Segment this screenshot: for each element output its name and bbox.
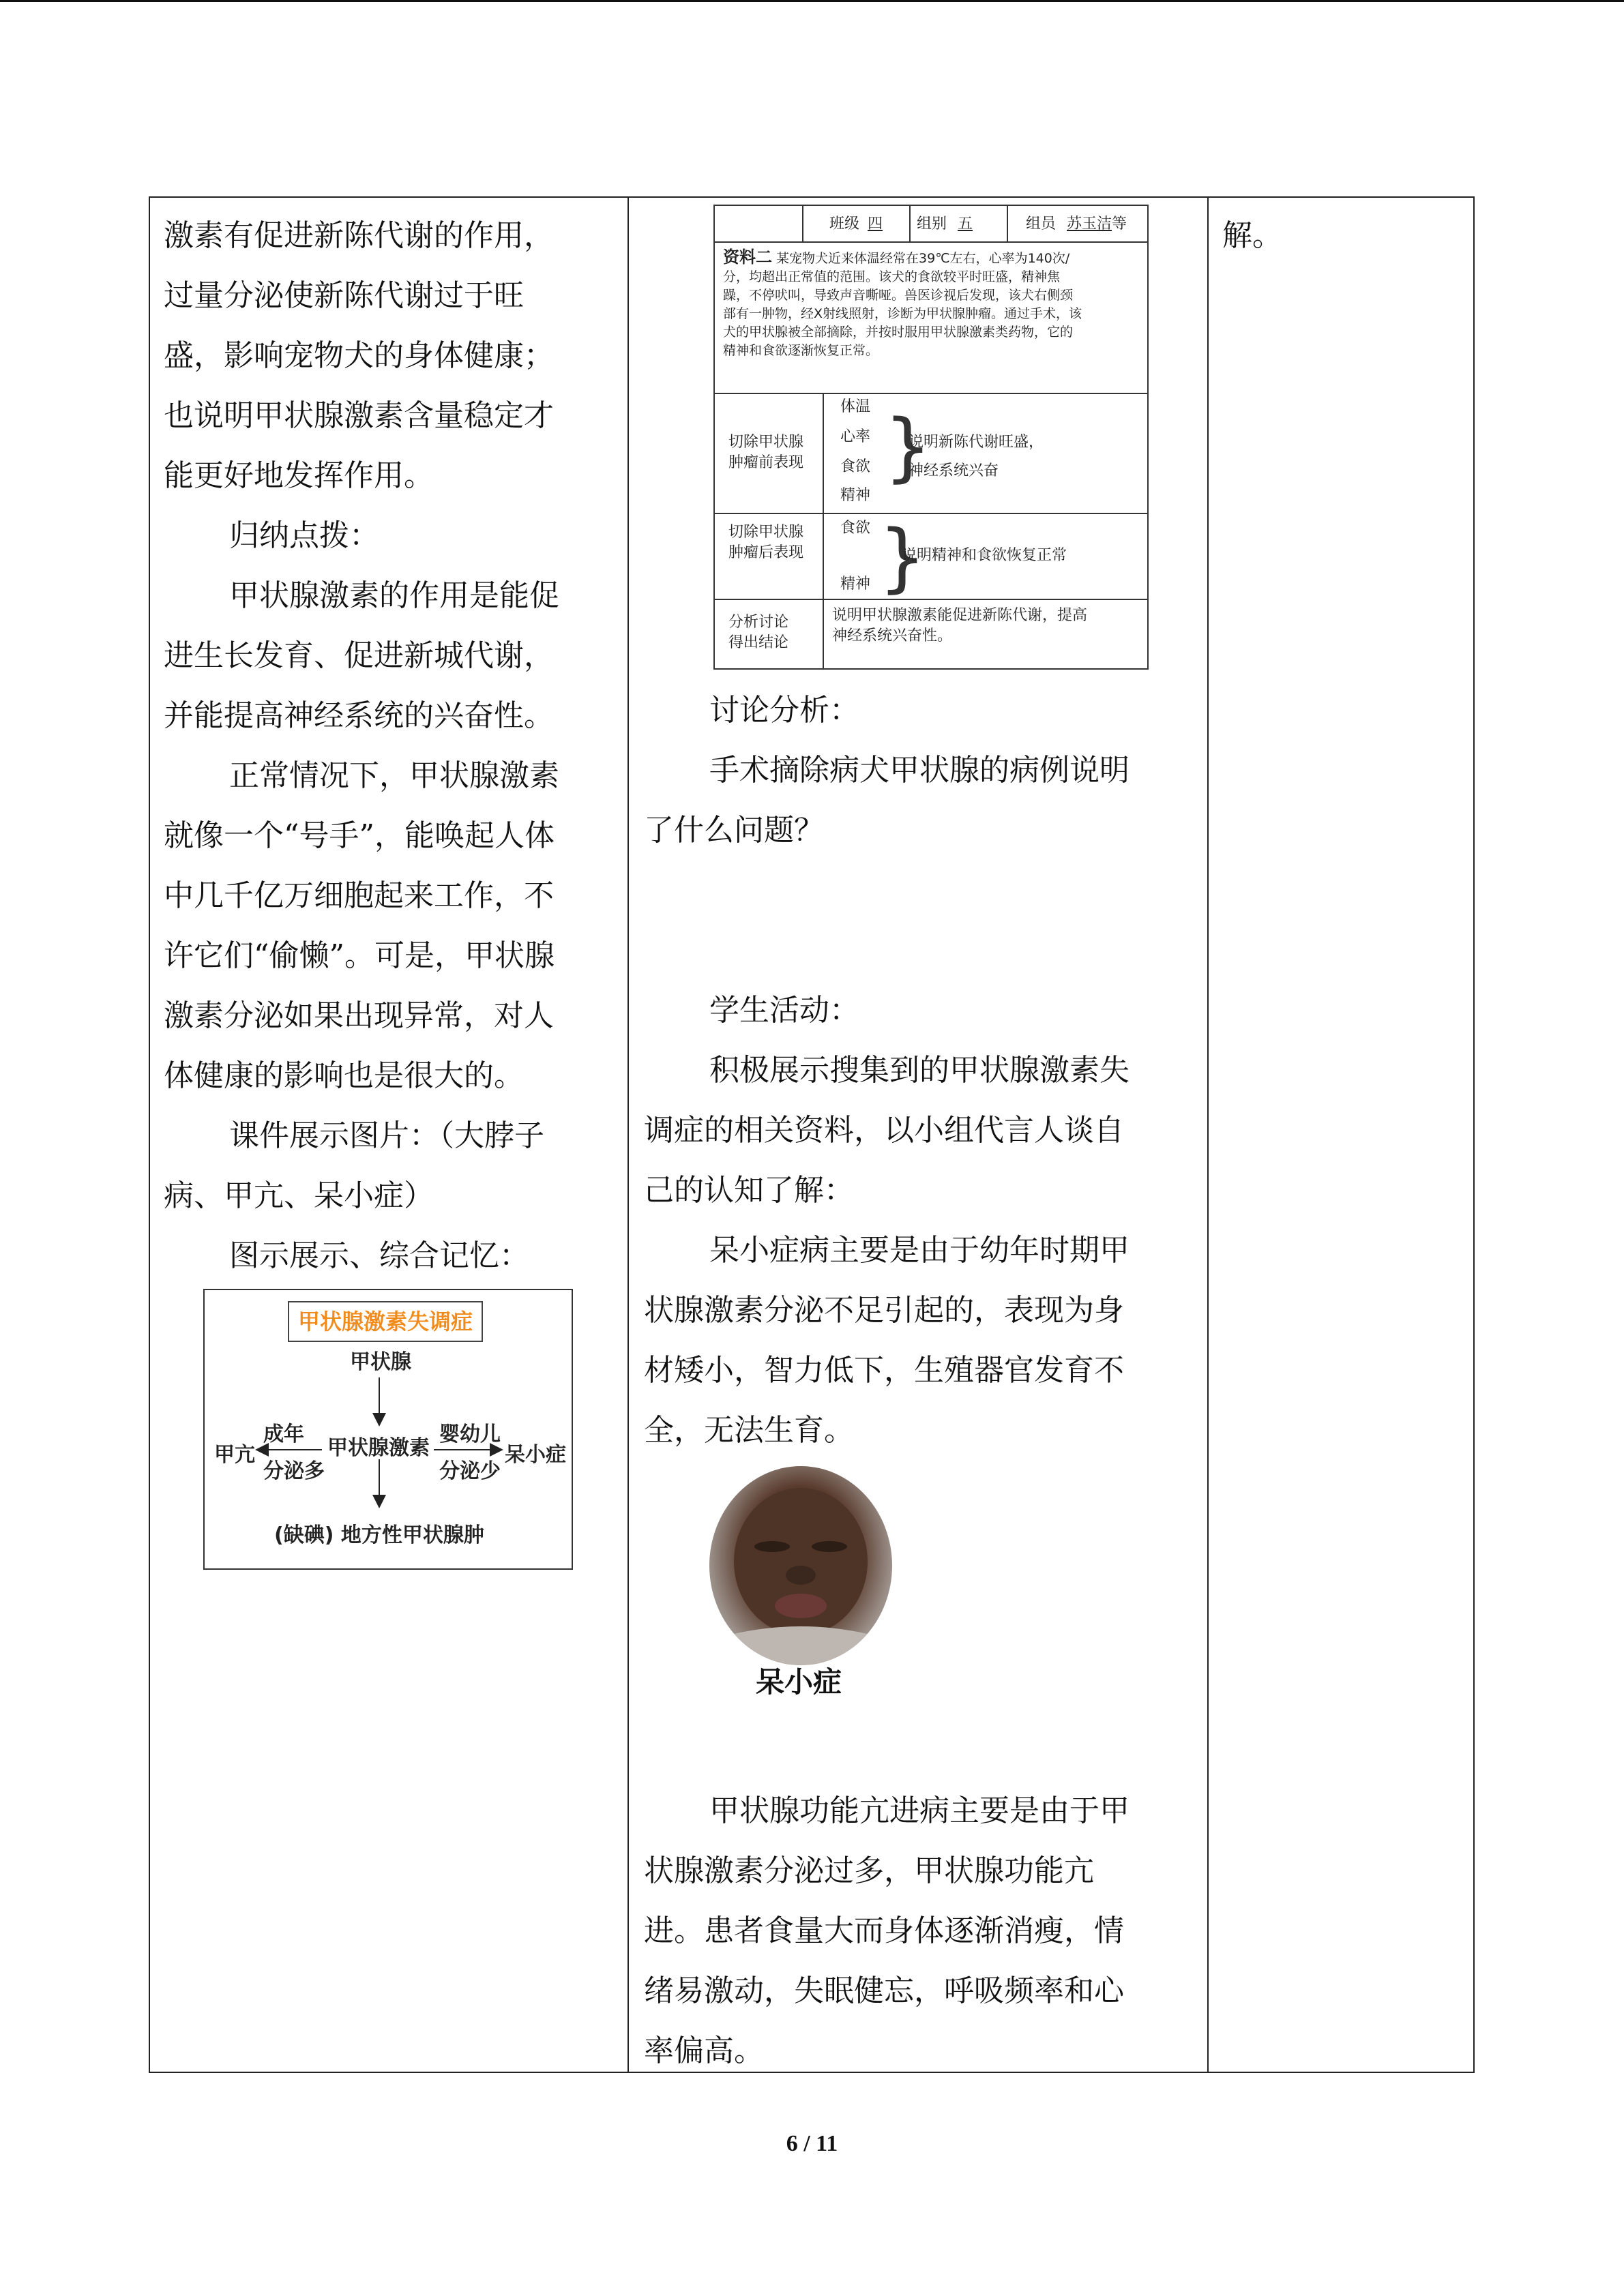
member-label: 组员 xyxy=(1026,215,1057,233)
paragraph-line: 体健康的影响也是很大的。 xyxy=(164,1058,524,1093)
row-before-label: 切除甲状腺 xyxy=(728,434,804,451)
row-conclusion-result: 说明甲状腺激素能促进新陈代谢，提高 xyxy=(832,607,1088,624)
material-title: 资料二 xyxy=(723,248,772,267)
paragraph-line: 呆小症病主要是由于幼年时期甲 xyxy=(709,1233,1130,1268)
class-label: 班级 xyxy=(829,215,860,233)
right-column xyxy=(1222,206,1468,266)
diagram-left-end: 甲亢 xyxy=(214,1443,255,1467)
material-text-line: 犬的甲状腺被全部摘除，并按时服用甲状腺激素类药物，它的 xyxy=(723,325,1074,340)
material-row-before xyxy=(715,394,1147,514)
diagram-center: 甲状腺激素 xyxy=(327,1436,430,1460)
page-number: 6 / 11 xyxy=(786,2131,838,2156)
cretinism-photo xyxy=(709,1466,892,1665)
paragraph-line: 状腺激素分泌过多，甲状腺功能亢 xyxy=(644,1853,1094,1888)
material-text-line: 精神和食欲逐渐恢复正常。 xyxy=(723,343,879,358)
material-text-line: 某宠物犬近来体温经常在39℃左右，心率为140次/ xyxy=(776,251,1070,266)
member-value: 苏玉洁 xyxy=(1067,215,1112,233)
row-after-result: 说明精神和食欲恢复正常 xyxy=(902,547,1067,564)
material-header-row xyxy=(715,206,1147,243)
material-two-table xyxy=(713,205,1149,670)
row-after-item: 精神 xyxy=(840,576,871,593)
paragraph-line: 中几千亿万细胞起来工作，不 xyxy=(164,878,554,913)
paragraph-line: 许它们“偷懒”。可是，甲状腺 xyxy=(164,938,555,973)
row-after-label: 切除甲状腺 xyxy=(728,524,804,541)
material-row-conclusion xyxy=(715,600,1147,668)
paragraph-line: 图示展示、综合记忆： xyxy=(229,1238,529,1273)
row-before-item: 体温 xyxy=(840,398,871,415)
paragraph-line: 并能提高神经系统的兴奋性。 xyxy=(164,698,554,733)
paragraph-line: 也说明甲状腺激素含量稳定才 xyxy=(164,398,554,433)
column-divider-1 xyxy=(628,196,629,2073)
top-border-line xyxy=(0,0,1624,2)
paragraph-line: 积极展示搜集到的甲状腺激素失 xyxy=(709,1053,1130,1088)
paragraph-line: 绪易激动，失眠健忘，呼吸频率和心 xyxy=(644,1973,1124,2008)
class-value: 四 xyxy=(868,215,883,233)
paragraph-line: 了什么问题？ xyxy=(644,813,824,848)
paragraph-line: 材矮小，智力低下，生殖器官发育不 xyxy=(644,1353,1124,1388)
material-text-line: 分，均超出正常值的范围。该犬的食欲较平时旺盛，精神焦 xyxy=(723,269,1061,284)
blank-space xyxy=(644,861,1203,981)
paragraph-line: 病、甲亢、呆小症） xyxy=(164,1178,434,1213)
photo-caption: 呆小症 xyxy=(756,1665,842,1699)
material-text-row xyxy=(715,243,1147,394)
paragraph-line: 盛，影响宠物犬的身体健康； xyxy=(164,338,554,373)
row-after-item: 食欲 xyxy=(840,520,871,537)
paragraph-line: 状腺激素分泌不足引起的，表现为身 xyxy=(644,1293,1124,1328)
brace-icon: } xyxy=(884,403,932,490)
row-conclusion-label: 得出结论 xyxy=(728,634,789,651)
row-conclusion-result: 神经系统兴奋性。 xyxy=(832,627,953,644)
group-value: 五 xyxy=(958,215,973,233)
diagram-top-label: 甲状腺 xyxy=(350,1350,411,1374)
brace-icon: } xyxy=(879,513,926,601)
row-before-result: 说明新陈代谢旺盛， xyxy=(909,434,1044,451)
row-before-result: 神经系统兴奋 xyxy=(909,462,999,479)
column-divider-2 xyxy=(1207,196,1209,2073)
paragraph-line: 甲状腺激素的作用是能促 xyxy=(229,578,559,613)
paragraph-line: 进生长发育、促进新城代谢， xyxy=(164,638,554,673)
diagram-left-up: 成年 xyxy=(263,1422,304,1446)
paragraph-line: 能更好地发挥作用。 xyxy=(164,458,434,493)
paragraph-line: 率偏高。 xyxy=(644,2033,764,2068)
left-column xyxy=(164,206,621,1286)
diagram-left-down: 分泌多 xyxy=(263,1459,325,1483)
group-label: 组别 xyxy=(917,215,947,233)
member-suffix: 等 xyxy=(1112,215,1127,233)
thyroid-disorder-diagram xyxy=(203,1289,573,1570)
diagram-right-up: 婴幼儿 xyxy=(439,1422,501,1446)
row-conclusion-label: 分析讨论 xyxy=(728,614,789,631)
material-row-after xyxy=(715,514,1147,600)
middle-column-upper xyxy=(644,681,1203,1461)
paragraph-line: 调症的相关资料，以小组代言人谈自 xyxy=(644,1113,1124,1148)
paragraph-line: 己的认知了解： xyxy=(644,1173,854,1208)
activity-heading: 学生活动： xyxy=(709,993,859,1028)
paragraph-line: 课件展示图片：（大脖子 xyxy=(229,1118,544,1153)
diagram-bottom: (缺碘) 地方性甲状腺肿 xyxy=(274,1523,484,1547)
paragraph-line: 激素有促进新陈代谢的作用， xyxy=(164,218,554,253)
diagram-right-end: 呆小症 xyxy=(505,1443,566,1467)
row-before-item: 食欲 xyxy=(840,458,871,475)
paragraph-line: 手术摘除病犬甲状腺的病例说明 xyxy=(709,753,1130,788)
material-text-line: 部有一肿物，经X射线照射，诊断为甲状腺肿瘤。通过手术，该 xyxy=(723,306,1082,321)
right-column-text: 解。 xyxy=(1222,218,1282,253)
paragraph-line: 全，无法生育。 xyxy=(644,1413,854,1448)
material-text-line: 躁，不停吠叫，导致声音嘶哑。兽医诊视后发现，该犬右侧颈 xyxy=(723,288,1074,303)
diagram-right-down: 分泌少 xyxy=(439,1459,501,1483)
infant-face-image xyxy=(709,1466,892,1665)
summary-heading: 归纳点拨： xyxy=(229,518,379,553)
paragraph-line: 进。患者食量大而身体逐渐消瘦，情 xyxy=(644,1913,1124,1948)
diagram-title: 甲状腺激素失调症 xyxy=(288,1301,483,1342)
middle-column-lower xyxy=(644,1781,1203,2081)
row-before-item: 心率 xyxy=(840,428,871,445)
row-before-item: 精神 xyxy=(840,487,871,504)
paragraph-line: 激素分泌如果出现异常，对人 xyxy=(164,998,554,1033)
paragraph-line: 甲状腺功能亢进病主要是由于甲 xyxy=(709,1793,1130,1828)
discussion-heading: 讨论分析： xyxy=(709,693,859,728)
paragraph-line: 正常情况下，甲状腺激素 xyxy=(229,758,559,793)
row-before-label: 肿瘤前表现 xyxy=(728,454,804,471)
paragraph-line: 就像一个“号手”，能唤起人体 xyxy=(164,818,555,853)
paragraph-line: 过量分泌使新陈代谢过于旺 xyxy=(164,278,524,313)
row-after-label: 肿瘤后表现 xyxy=(728,544,804,561)
